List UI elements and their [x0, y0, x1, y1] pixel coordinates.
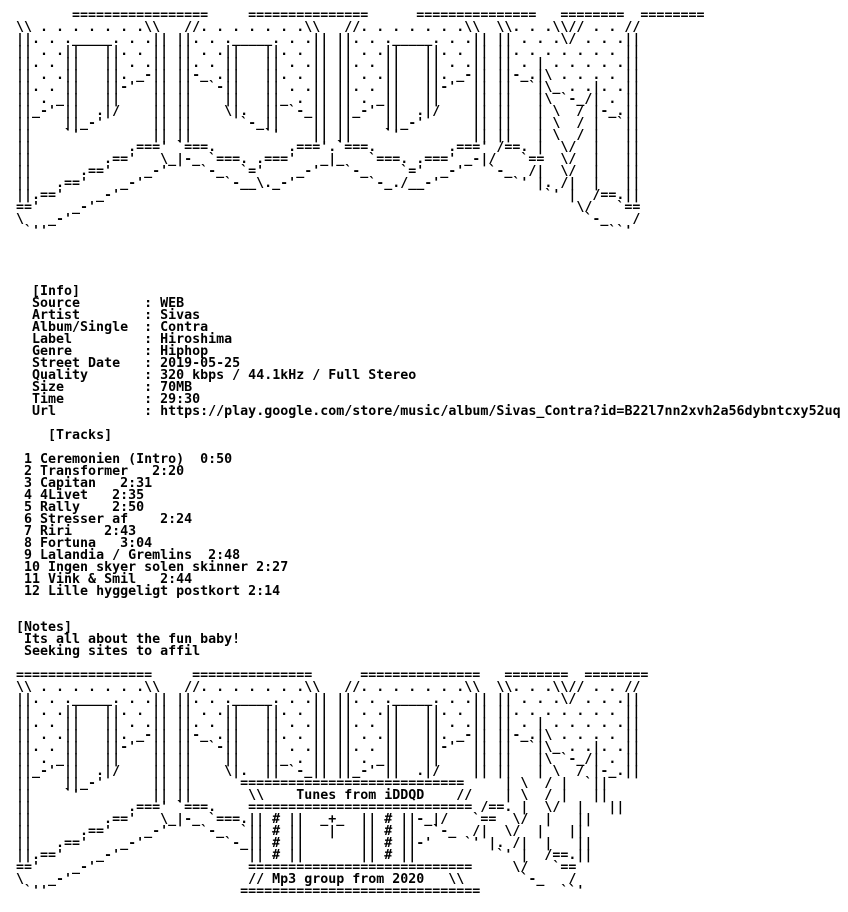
info-label-album: Album/Single: [32, 320, 129, 335]
track-item: 7 Riri 2:43: [24, 524, 137, 539]
notes-line: Its all about the fun baby!: [24, 632, 241, 647]
info-label-quality: Quality: [32, 368, 89, 383]
info-value-label: Hiroshima: [160, 332, 233, 347]
info-value-source: WEB: [160, 296, 185, 311]
notes-heading: [Notes]: [16, 620, 73, 635]
track-item: 1 Ceremonien (Intro) 0:50: [24, 452, 233, 467]
track-item: 5 Rally 2:50: [24, 500, 145, 515]
track-item: 3 Capitan 2:31: [24, 476, 153, 491]
tracks-heading: [Tracks]: [48, 428, 113, 443]
info-label-size: Size: [32, 380, 65, 395]
info-value-artist: Sivas: [160, 308, 201, 323]
info-value-size: 70MB: [160, 380, 193, 395]
info-value-genre: Hiphop: [160, 344, 209, 359]
footer-ascii-art: ================= =============== =============== ======== ======== \\ . . . . . . .\\ //. . . . . . .\\ //. . . . . . .\\ \\. . .\\// . . // ||. . ._____. . .|| ||. . ._____. . .|| ||. . ._____. . .|| || . . .\/ . . .|| || . .|| ||. . || || . .|| ||. . || || . .|| ||. . || ||. . . . . . . || ||. . || || . .|| ||. . || || . .|| ||. . || || . .|| || . | . . . . .|| || . .|| ||. _-|| ||-_ .|| ||. . || || . .|| ||. _-|| ||-_.|\ . . . . || ||. . || ||-' || || `-|| || . .|| ||. . || ||-' || || `|\_ . .|. .|| || . _|| || || || || ||_ . || || . _|| || || || |\ `-_/| . || ||_-' || .|/ || || \|. || `-_|| ||_-' || .|/ || || | \ / |-_.|| || ||_-' || || ============================ | \ / | `|| || `' || || \\ Tunes from iDDQD // | \ / | || || .===' `===. ============================ /==. | \/ | || || .==' \_|-_ `===.|| # || _+_ || # ||-_|/ `== \/ | || || .==' _-' `-_ `|| # || | || # || `-_ /| \/ | || || .==' _-' `-_|| # || || # ||-' `' |. /| | || ||.==' _-' || # || || # || `' | /==.|| ==' _-' ============================ \/ `== \ _-' // Mp3 group from 2020 \\ `-_ / `'' ============================== ``': [16, 668, 649, 899]
track-item: 11 Vink & Smil 2:44: [24, 572, 193, 587]
track-item: 6 Stresser af 2:24: [24, 512, 193, 527]
track-item: 8 Fortuna 3:04: [24, 536, 153, 551]
info-label-time: Time: [32, 392, 65, 407]
info-value-quality: 320 kbps / 44.1kHz / Full Stereo: [160, 368, 417, 383]
header-ascii-art: ================= =============== =============== ======== ======== \\ . . . . . . .\\ //. . . . . . .\\ //. . . . . . .\\ \\. . .\\// . . // ||. . ._____. . .|| ||. . ._____. . .|| ||. . ._____. . .|| || . . .\/ . . .|| || . .|| ||. . || || . .|| ||. . || || . .|| ||. . || ||. . . . . . . || ||. . || || . .|| ||. . || || . .|| ||. . || || . .|| || . | . . . . .|| || . .|| ||. _-|| ||-_ .|| ||. . || || . .|| ||. _-|| ||-_.|\ . . . . || ||. . || ||-' || || `-|| || . .|| ||. . || ||-' || || `|\_ . .|. .|| || . _|| || || || || ||_ . || || . _|| || || || |\ `-_/| . || ||_-' || .|/ || || \|. || `-_|| ||_-' || .|/ || || | \ / |-_.|| || ||_-' || || `-_|| || || ||_-' || || | \ / | `|| || `' || || `' || || `' || || | \ / | || || .===' `===. .==='.`===. .===' /==. | \/ | || || .==' \_|-_ `===. .===' _|_ `===. .===' _-|/ `== \/ | || || .==' _-' `-_ `=' _-' `-_ `=' _-' `-_ /| \/ | || || .==' _-' `-__\._-' `-_./__-' `' |. /| | || ||.==' _-' `' | /==.|| ==' _-' \/ `== \ _-' `-_ / `'' ``': [16, 8, 705, 239]
track-item: 4 4Livet 2:35: [24, 488, 145, 503]
nfo-document: ================= =============== =============== ======== ======== \\ . . . . . . .\\ //. . . . . . .\\ //. . . . . . .\\ \\. . .\\// . . // ||. . ._____. . .|| ||. . ._____. . .|| ||. . ._____. . .|| || . . .\/ . . .|| || . .|| ||. . || || . .|| ||. . || || . .|| ||. . || ||. . . . . . . || ||. . || || . .|| ||. . || || . .|| ||. . || || . .|| || . | . . . . .|| || . .|| ||. _-|| ||-_ .|| ||. . || || . .|| ||. _-|| ||-_.|\ . . . . || ||. . || ||-' || || `-|| || . .|| ||. . || ||-' || || `|\_ . .|. .|| || . _|| || || || || ||_ . || || . _|| || || || |\ `-_/| . || ||_-' || .|/ || || \|. || `-_|| ||_-' || .|/ || || | \ / |-_.|| || ||_-' || || `-_|| || || ||_-' || || | \ / | `|| || `' || || `' || || `' || || | \ / | || || .===' `===. .==='.`===. .===' /==. | \/ | || || .==' \_|-_ `===. .===' _|_ `===. .===' _-|/ `== \/ | || || .==' _-' `-_ `=' _-' `-_ `=' _-' `-_ /| \/ | || || .==' _-' `-__\._-' `-_./__-' `' |. /| | || ||.==' _-' `' | /==.|| ==' _-' \/ `== \ _-' `-_ / `'' ``' [Info] Source : WEB Artist : Sivas Album/Single : Contra Label : Hiroshima Genre : Hiphop Street Date : 2019-05-25 Quality : 320 kbps / 44.1kHz / Full Stereo Size : 70MB Time : 29:30 Url : https://play.google.com/store/music/album/Sivas_Contra?id=B22l7nn2xvh2a56dybntcxy52uq [Tracks] 1 Ceremonien (Intro) 0:50 2 Transformer 2:20 3 Capitan 2:31 4 4Livet 2:35 5 Rally 2:50 6 Stresser af 2:24 7 Riri 2:43 8 Fortuna 3:04 9 Lalandia / Gremlins 2:48 10 Ingen skyer solen skinner 2:27 11 Vink & Smil 2:44 12 Lille hyggeligt postkort 2:14 [Notes] Its all about the fun baby! Seeking sites to affil ================= =============== =============== ======== ======== \\ . . . . . . .\\ //. . . . . . .\\ //. . . . . . .\\ \\. . .\\// . . // ||. . ._____. . .|| ||. . ._____. . .|| ||. . ._____. . .|| || . . .\/ . . .|| || . .|| ||. . || || . .|| ||. . || || . .|| ||. . || ||. . . . . . . || ||. . || || . .|| ||. . || || . .|| ||. . || || . .|| || . | . . . . .|| || . .|| ||. _-|| ||-_ .|| ||. . || || . .|| ||. _-|| ||-_.|\ . . . . || ||. . || ||-' || || `-|| || . .|| ||. . || ||-' || || `|\_ . .|. .|| || . _|| || || || || ||_ . || || . _|| || || || |\ `-_/| . || ||_-' || .|/ || || \|. || `-_|| ||_-' || .|/ || || | \ / |-_.|| || ||_-' || || ============================ | \ / | `|| || `' || || \\ Tunes from iDDQD // | \ / | || || .===' `===. ============================ /==. | \/ | || || .==' \_|-_ `===.|| # || _+_ || # ||-_|/ `== \/ | || || .==' _-' `-_ `|| # || | || # || `-_ /| \/ | || || .==' _-' `-_|| # || || # ||-' `' |. /| | || ||.==' _-' || # || || # || `' | /==.|| ==' _-' ============================ \/ `== \ _-' // Mp3 group from 2020 \\ `-_ / `'' ============================== ``': [16, 8, 841, 899]
info-value-album: Contra: [160, 320, 209, 335]
info-label-genre: Genre: [32, 344, 73, 359]
notes-line: Seeking sites to affil: [24, 644, 201, 659]
track-item: 9 Lalandia / Gremlins 2:48: [24, 548, 241, 563]
info-label-artist: Artist: [32, 308, 81, 323]
info-value-street-date: 2019-05-25: [160, 356, 241, 371]
track-item: 12 Lille hyggeligt postkort 2:14: [24, 584, 281, 599]
track-item: 10 Ingen skyer solen skinner 2:27: [24, 560, 289, 575]
info-label-url: Url: [32, 404, 57, 419]
info-label-label: Label: [32, 332, 73, 347]
info-label-street-date: Street Date: [32, 356, 121, 371]
info-value-url: https://play.google.com/store/music/album/Sivas_Contra?id=B22l7nn2xvh2a56dybntcxy52uq: [160, 404, 841, 419]
info-heading: [Info]: [32, 284, 81, 299]
info-label-source: Source: [32, 296, 81, 311]
info-value-time: 29:30: [160, 392, 201, 407]
track-item: 2 Transformer 2:20: [24, 464, 185, 479]
